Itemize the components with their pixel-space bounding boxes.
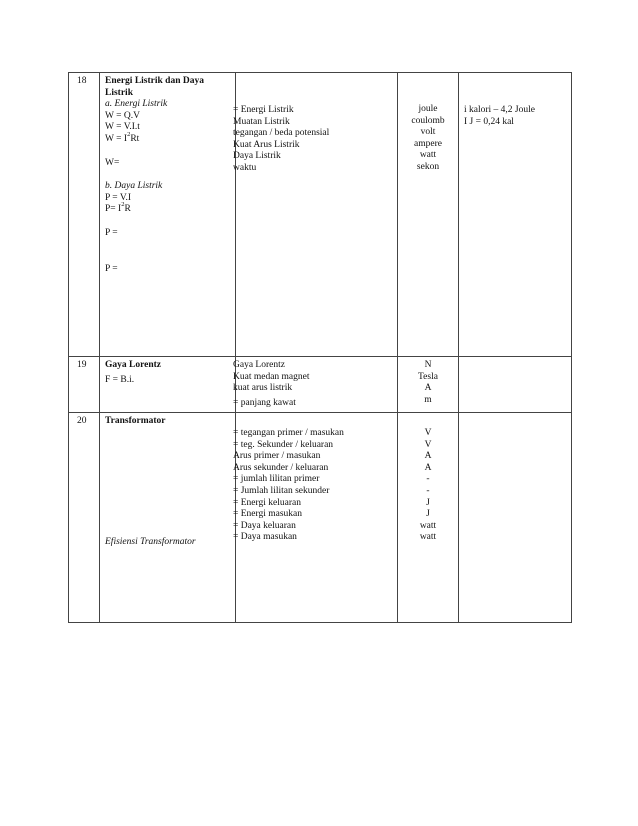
symbol-cell <box>233 357 398 413</box>
formula-line: W = Q.V <box>105 110 140 121</box>
topic-cell <box>100 357 236 413</box>
symbol-line: tegangan / beda potensial <box>233 128 330 139</box>
unit-line: ampere <box>414 138 442 149</box>
unit-line: volt <box>420 127 436 138</box>
formula-line: F = B.i. <box>105 374 135 385</box>
topic-cell <box>100 73 236 357</box>
note-line: i kalori – 4,2 Joule <box>464 105 535 115</box>
formula-line: W= <box>105 157 120 168</box>
formula-line: P = <box>105 227 118 238</box>
symbol-line: = Energi masukan <box>233 509 303 520</box>
symbol-cell <box>233 73 398 357</box>
symbol-line: Arus sekunder / keluaran <box>233 462 329 473</box>
formula-line: $P= I^2R$ <box>105 201 131 215</box>
table-row <box>69 73 572 357</box>
topic-title: Transformator <box>105 416 166 426</box>
unit-cell <box>398 413 459 623</box>
unit-line: - <box>426 474 430 485</box>
unit-line: coulomb <box>411 115 445 126</box>
row-number: 20 <box>77 416 87 426</box>
unit-line: - <box>426 485 430 496</box>
unit-line: m <box>424 394 432 405</box>
row-number-cell <box>69 413 100 623</box>
symbol-line: Kuat medan magnet <box>233 371 310 382</box>
unit-line: J <box>426 497 430 508</box>
symbol-line: = Daya keluaran <box>233 520 296 531</box>
note-cell <box>459 357 572 413</box>
unit-line: V <box>424 428 432 438</box>
symbol-line: = teg. Sekunder / keluaran <box>233 439 334 450</box>
note-cell <box>459 413 572 623</box>
unit-line: watt <box>419 520 437 531</box>
symbol-line: kuat arus listrik <box>233 383 293 394</box>
formula-table <box>68 72 572 623</box>
unit-line: sekon <box>416 161 440 172</box>
formula-line: P = <box>105 263 118 274</box>
unit-line: A <box>424 462 432 473</box>
table-row <box>69 357 572 413</box>
symbol-line: = jumlah lilitan primer <box>233 474 320 485</box>
row-number-cell <box>69 73 100 357</box>
symbol-line: = Energi Listrik <box>233 105 294 115</box>
unit-line: joule <box>418 104 438 114</box>
note-cell <box>459 73 572 357</box>
symbol-line: Gaya Lorentz <box>233 360 285 370</box>
formula-line: $W = I^2Rt$ <box>105 130 140 144</box>
topic-cell <box>100 413 236 623</box>
unit-line: watt <box>419 532 437 543</box>
table-row <box>69 413 572 623</box>
subtopic-label: b. Daya Listrik <box>105 181 163 192</box>
symbol-line: = panjang kawat <box>233 397 296 408</box>
unit-line: N <box>424 360 432 370</box>
symbol-line: Arus primer / masukan <box>233 451 321 462</box>
unit-line: V <box>424 439 432 450</box>
symbol-line: = Daya masukan <box>233 532 297 543</box>
symbol-line: = Jumlah lilitan sekunder <box>233 485 330 496</box>
topic-title: Energi Listrik dan Daya Listrik <box>105 76 204 98</box>
symbol-line: = tegangan primer / masukan <box>233 428 344 438</box>
note-line: I J = 0,24 kal <box>464 116 514 127</box>
symbol-line: waktu <box>233 162 257 173</box>
row-number: 18 <box>77 76 87 86</box>
topic-title: Gaya Lorentz <box>105 360 162 370</box>
symbol-line: Daya Listrik <box>233 151 281 162</box>
unit-line: Tesla <box>418 371 438 382</box>
topic-footer: Efisiensi Transformator <box>105 537 196 547</box>
subtopic-label: a. Energi Listrik <box>105 99 168 110</box>
symbol-line: Muatan Listrik <box>233 116 290 127</box>
formula-line: W = V.I.t <box>105 122 140 133</box>
unit-cell <box>398 357 459 413</box>
row-number-cell <box>69 357 100 413</box>
formula-line: P = V.I <box>105 192 132 203</box>
unit-line: watt <box>419 150 437 161</box>
unit-line: A <box>424 383 432 394</box>
symbol-line: Kuat Arus Listrik <box>233 139 300 150</box>
unit-line: J <box>426 509 430 520</box>
symbol-cell <box>233 413 398 623</box>
unit-line: A <box>424 451 432 462</box>
symbol-line: = Energi keluaran <box>233 497 301 508</box>
row-number: 19 <box>77 360 87 370</box>
unit-cell <box>398 73 459 357</box>
